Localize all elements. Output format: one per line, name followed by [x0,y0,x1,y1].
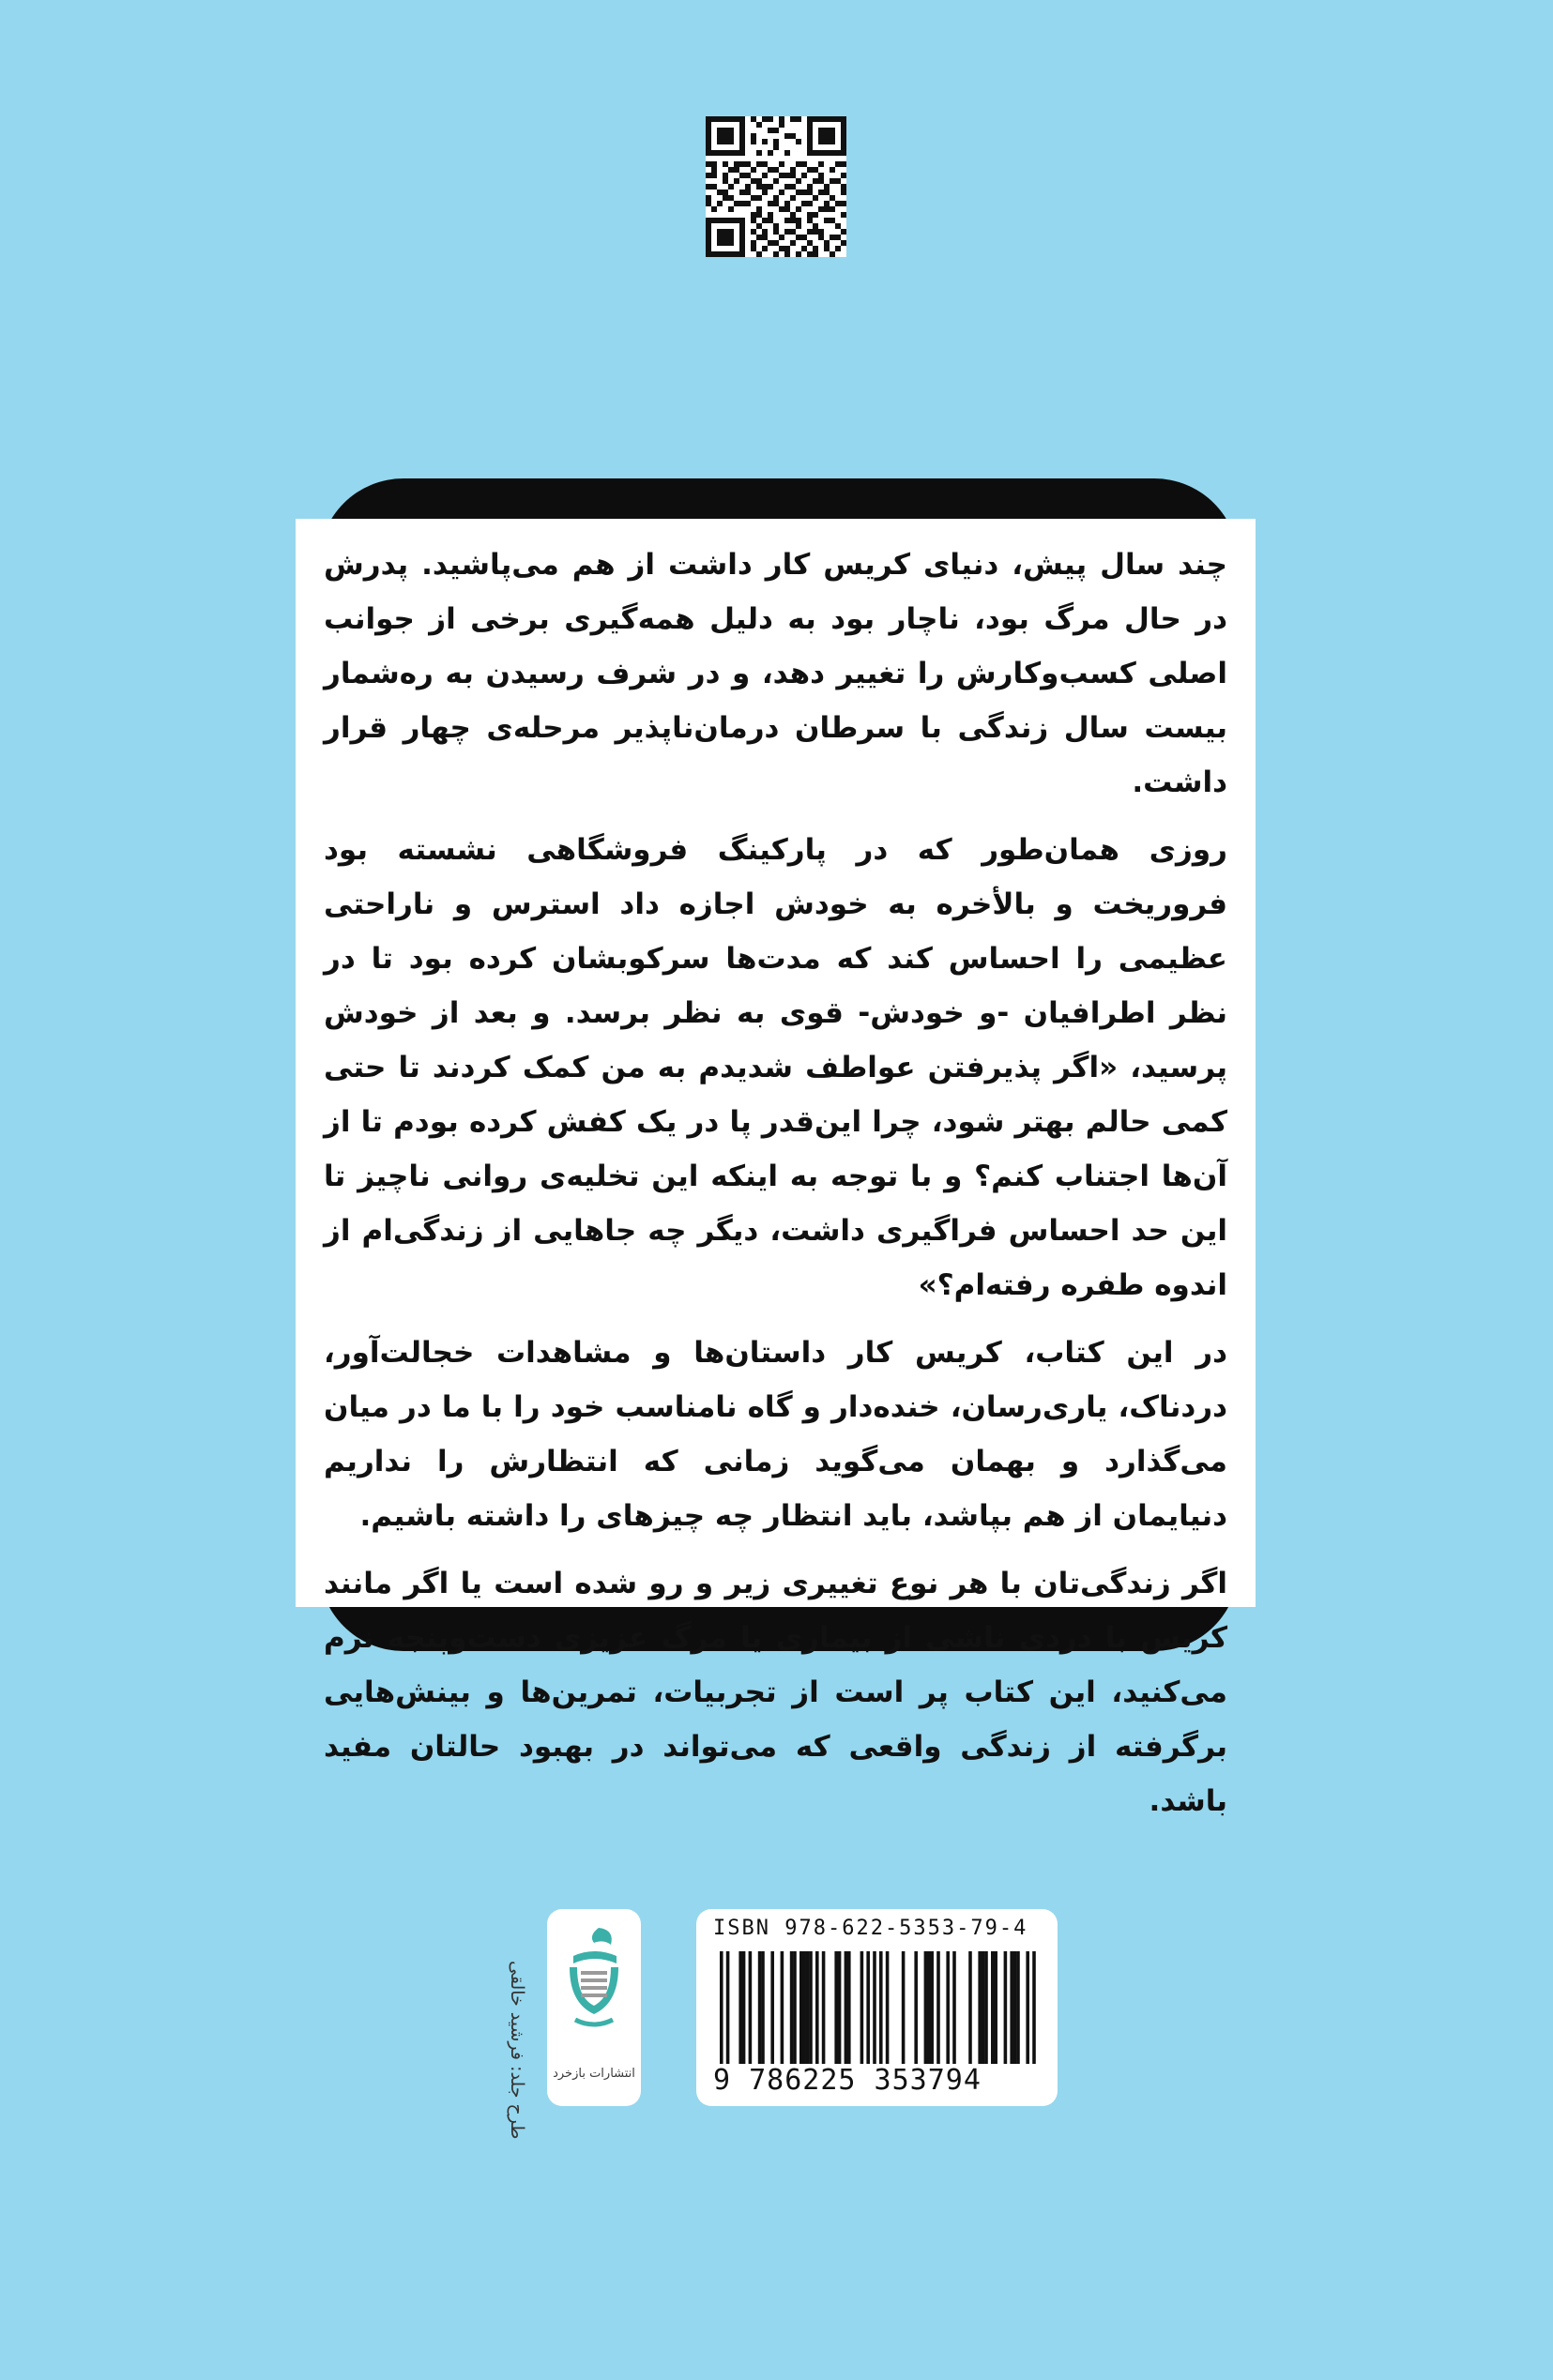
cover-design-credit: طرح جلد: فرشید خالقی [507,1961,527,2140]
blurb-paragraph-1: چند سال پیش، دنیای کریس کار داشت از هم می‌پاشید. پدرش در حال مرگ بود، ناچار بود به دلیل همه‌گیری برخی از جوانب اصلی کسب‌وکارش را تغییر دهد، و در شرف رسیدن به ره‌شمار بیست سال زندگی با سرطان درمان‌ناپذیر مرحله‌ی چهار قرار داشت. [324,548,1227,799]
qr-code-icon [706,116,846,257]
isbn-label: ISBN 978-622-5353-79-4 [713,1917,1028,1940]
barcode-card [696,1909,1058,2106]
qr-code [706,116,846,257]
blurb-paragraph-2: روزی همان‌طور که در پارکینگ فروشگاهی نشسته بود فروریخت و بالأخره به خودش اجازه داد استرس و ناراحتی عظیمی را احساس کند که مدت‌ها سرکوبشان کرده بود تا در نظر اطرافیان -و خودش- قوی به نظر برسد. و بعد از خودش پرسید، «اگر پذیرفتن عواطف شدیدم به من کمک کردند تا حتی کمی حالم بهتر شود، چرا این‌قدر پا در یک کفش کرده بودم تا از آن‌ها اجتناب کنم؟ و با توجه به اینکه این تخلیه‌ی روانی ناچیز تا این حد احساس فراگیری داشت، دیگر چه جاهایی از زندگی‌ام از اندوه طفره رفته‌ام؟» [324,833,1227,1302]
blurb-paragraph-3: در این کتاب، کریس کار داستان‌ها و مشاهدات خجالت‌آور، دردناک، یاری‌رسان، خنده‌دار و گاه نامناسب خود را با ما در میان می‌گذارد و بهمان می‌گوید زمانی که انتظارش را نداریم دنیایمان از هم بپاشد، باید انتظار چه چیزهای را داشته باشیم. [324,1336,1227,1533]
barcode-icon [720,1951,1039,2064]
blurb-paragraph-4: اگر زندگی‌تان با هر نوع تغییری زیر و رو شده است یا اگر مانند کریس با دردی ناشی از بیماری یا مرگ عزیزی دست‌وپنجه نرم می‌کنید، این کتاب پر است از تجربیات، تمرین‌ها و بینش‌هایی برگرفته از زندگی واقعی که می‌تواند در بهبود حالتان مفید باشد. [324,1567,1227,1818]
blurb-panel [296,519,1256,1818]
publisher-name: انتشارات بازخرد [553,2067,635,2081]
publisher-logo-card [547,1909,641,2106]
publisher-logo-icon [547,1909,641,2069]
barcode-digits: 9 786225 353794 [713,2064,982,2097]
